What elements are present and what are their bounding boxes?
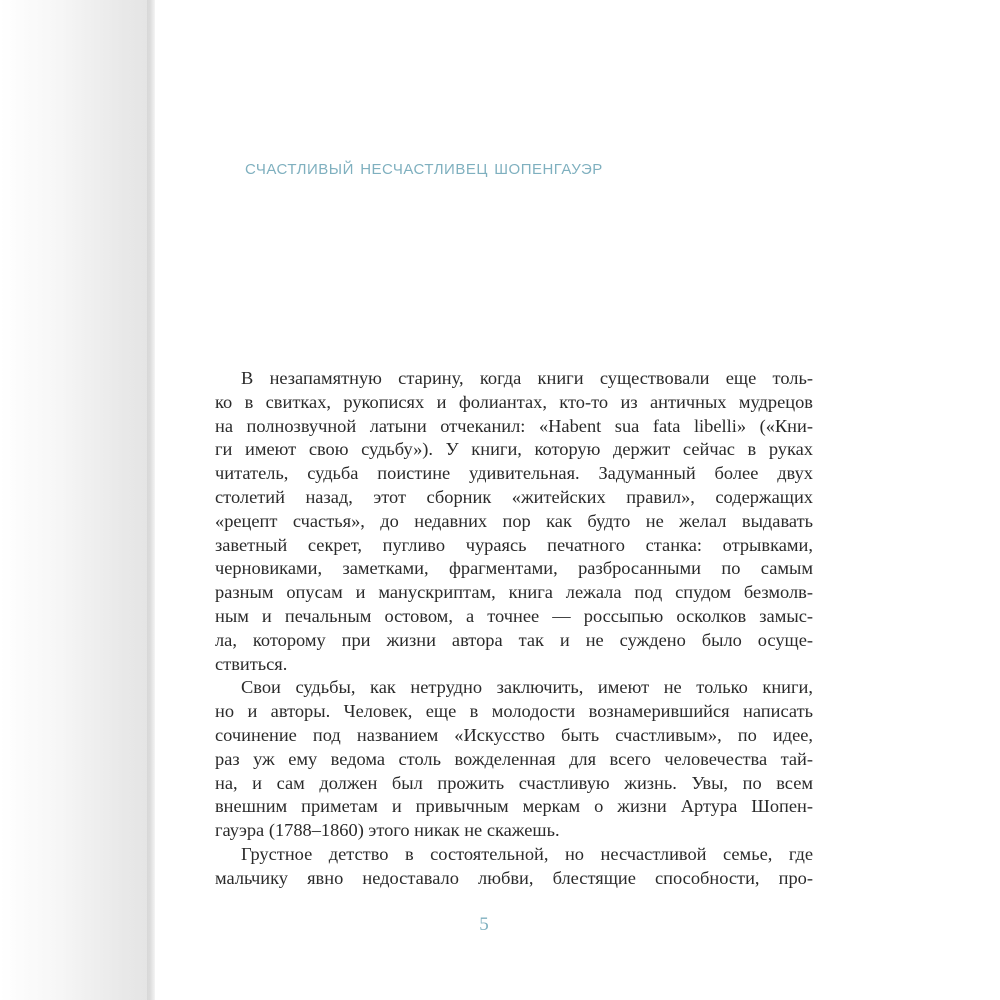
text-line: разным опусам и манускриптам, книга лежала под спудом безмолв- (215, 582, 813, 603)
text-line: гауэра (1788–1860) этого никак не скажешь. (215, 820, 560, 841)
chapter-title: счастливый несчастливец шопенгауэр (245, 156, 603, 179)
text-line: заветный секрет, пугливо чураясь печатного станка: отрывками, (215, 534, 813, 555)
text-line: читатель, судьба поистине удивительная. Задуманный более двух (215, 463, 813, 484)
page-number: 5 (479, 914, 489, 935)
text-line: на полнозвучной латыни отчеканил: «Habent sua fata libelli» («Кни- (215, 415, 813, 436)
text-line: ствиться. (215, 653, 288, 674)
text-line: В незапамятную старину, когда книги существовали еще толь- (241, 368, 813, 388)
body-text (215, 367, 813, 891)
text-line: но и авторы. Человек, еще в молодости вознамерившийся написать (215, 701, 813, 722)
text-line: раз уж ему ведома столь вожделенная для всего человечества тай- (215, 748, 813, 769)
text-line: Грустное детство в состоятельной, но несчастливой семье, где (241, 843, 813, 864)
text-line: черновиками, заметками, фрагментами, разбросанными по самым (215, 558, 813, 579)
book-page (155, 0, 1000, 1000)
text-line: ги имеют свою судьбу»). У книги, которую держит сейчас в руках (215, 439, 813, 460)
text-line: ным и печальным остовом, а точнее — россыпью осколков замыс- (215, 605, 813, 626)
text-line: сочинение под названием «Искусство быть счастливым», по идее, (215, 724, 813, 745)
text-line: внешним приметам и привычным меркам о жизни Артура Шопен- (215, 796, 813, 817)
text-line: столетий назад, этот сборник «житейских правил», содержащих (215, 486, 813, 507)
book-gutter-shadow (0, 0, 155, 1000)
text-line: Свои судьбы, как нетрудно заключить, имеют не только книги, (241, 677, 813, 698)
text-line: мальчику явно недоставало любви, блестящие способности, про- (215, 867, 813, 888)
text-line: на, и сам должен был прожить счастливую жизнь. Увы, по всем (215, 772, 813, 793)
text-line: «рецепт счастья», до недавних пор как будто не желал выдавать (215, 510, 813, 531)
text-line: ко в свитках, рукописях и фолиантах, кто-то из античных мудрецов (215, 391, 813, 412)
text-line: ла, которому при жизни автора так и не суждено было осуще- (215, 629, 813, 650)
